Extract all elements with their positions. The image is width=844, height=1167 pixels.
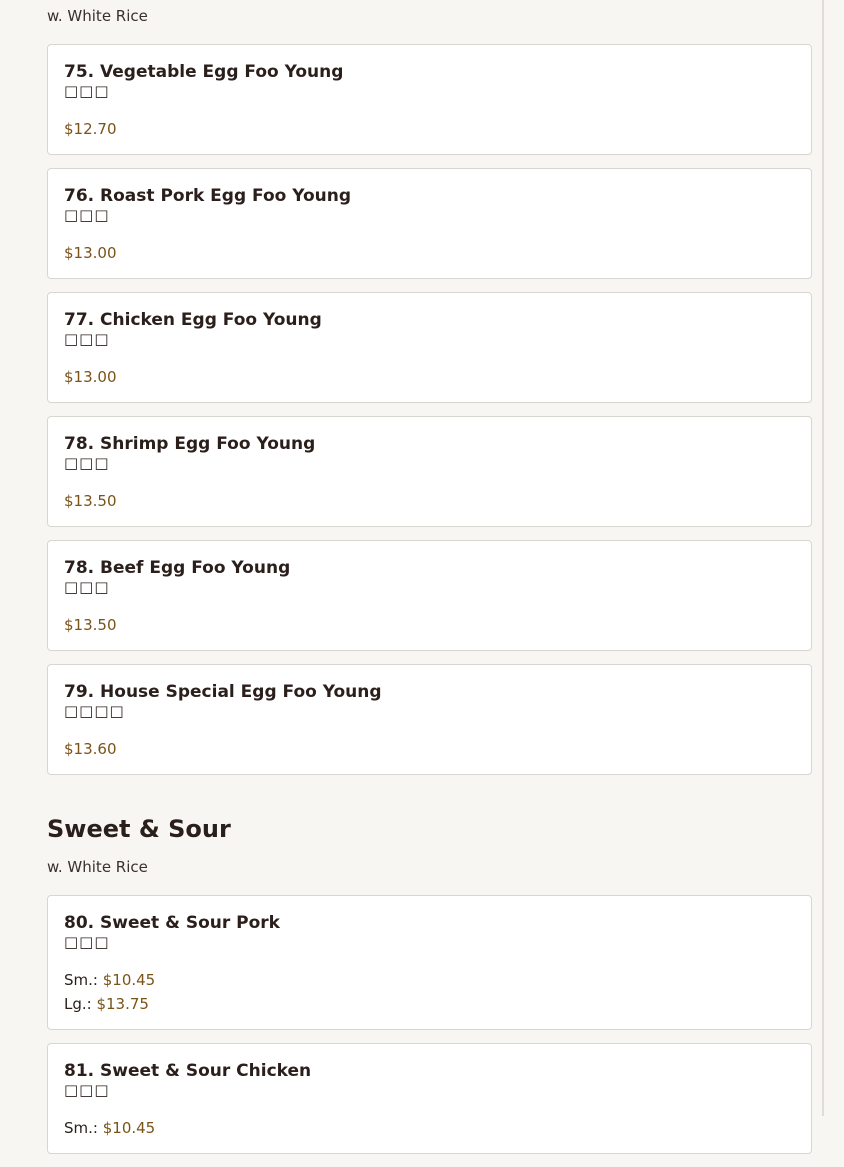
menu-item-chinese-name: □□□ [64,578,110,596]
price-value: $13.50 [64,616,117,634]
price-row [64,489,795,513]
section-note-sweet-sour: w. White Rice [47,858,148,876]
price-row [64,1116,795,1140]
price-value: $10.45 [102,971,156,989]
menu-item-name: 78. Shrimp Egg Foo Young [64,434,316,454]
price-value: $12.70 [64,120,117,138]
menu-item-card[interactable] [47,292,812,403]
sweet-sour-list [47,895,812,1154]
menu-item-prices [64,1116,795,1140]
price-value: $10.45 [102,1119,156,1137]
menu-item-chinese-name: □□□□ [64,702,125,720]
menu-item-name: 75. Vegetable Egg Foo Young [64,62,344,82]
scroll-divider [822,0,824,1116]
price-row [64,968,795,992]
menu-item-card[interactable] [47,416,812,527]
menu-item-prices [64,613,795,637]
menu-item-name: 80. Sweet & Sour Pork [64,913,280,933]
menu-item-prices [64,365,795,389]
price-value: $13.50 [64,492,117,510]
menu-item-card[interactable] [47,44,812,155]
price-row [64,241,795,265]
menu-item-card[interactable] [47,168,812,279]
egg-foo-young-list [47,44,812,775]
menu-item-prices [64,241,795,265]
price-row [64,613,795,637]
price-row [64,365,795,389]
menu-item-chinese-name: □□□ [64,82,110,100]
menu-content [47,0,812,1167]
price-value: $13.00 [64,244,117,262]
menu-item-chinese-name: □□□ [64,933,110,951]
price-value: $13.60 [64,740,117,758]
price-value: $13.75 [96,995,149,1013]
price-size-label: Lg.: [64,995,97,1013]
price-row [64,737,795,761]
menu-item-prices [64,737,795,761]
menu-item-prices [64,489,795,513]
menu-item-card[interactable] [47,895,812,1030]
price-row [64,992,795,1016]
menu-item-name: 77. Chicken Egg Foo Young [64,310,322,330]
menu-item-name: 76. Roast Pork Egg Foo Young [64,186,352,206]
menu-item-chinese-name: □□□ [64,206,110,224]
menu-item-chinese-name: □□□ [64,330,110,348]
price-row [64,117,795,141]
menu-item-card[interactable] [47,664,812,775]
menu-item-card[interactable] [47,1043,812,1154]
price-size-label: Sm.: [64,971,103,989]
menu-item-name: 81. Sweet & Sour Chicken [64,1061,312,1081]
section-title-sweet-sour: Sweet & Sour [47,815,231,843]
menu-item-prices [64,968,795,1016]
menu-item-name: 78. Beef Egg Foo Young [64,558,291,578]
menu-item-chinese-name: □□□ [64,1081,110,1099]
price-size-label: Sm.: [64,1119,103,1137]
section-note: w. White Rice [47,7,148,25]
menu-item-chinese-name: □□□ [64,454,110,472]
menu-item-prices [64,117,795,141]
menu-item-card[interactable] [47,540,812,651]
menu-item-name: 79. House Special Egg Foo Young [64,682,382,702]
price-value: $13.00 [64,368,117,386]
